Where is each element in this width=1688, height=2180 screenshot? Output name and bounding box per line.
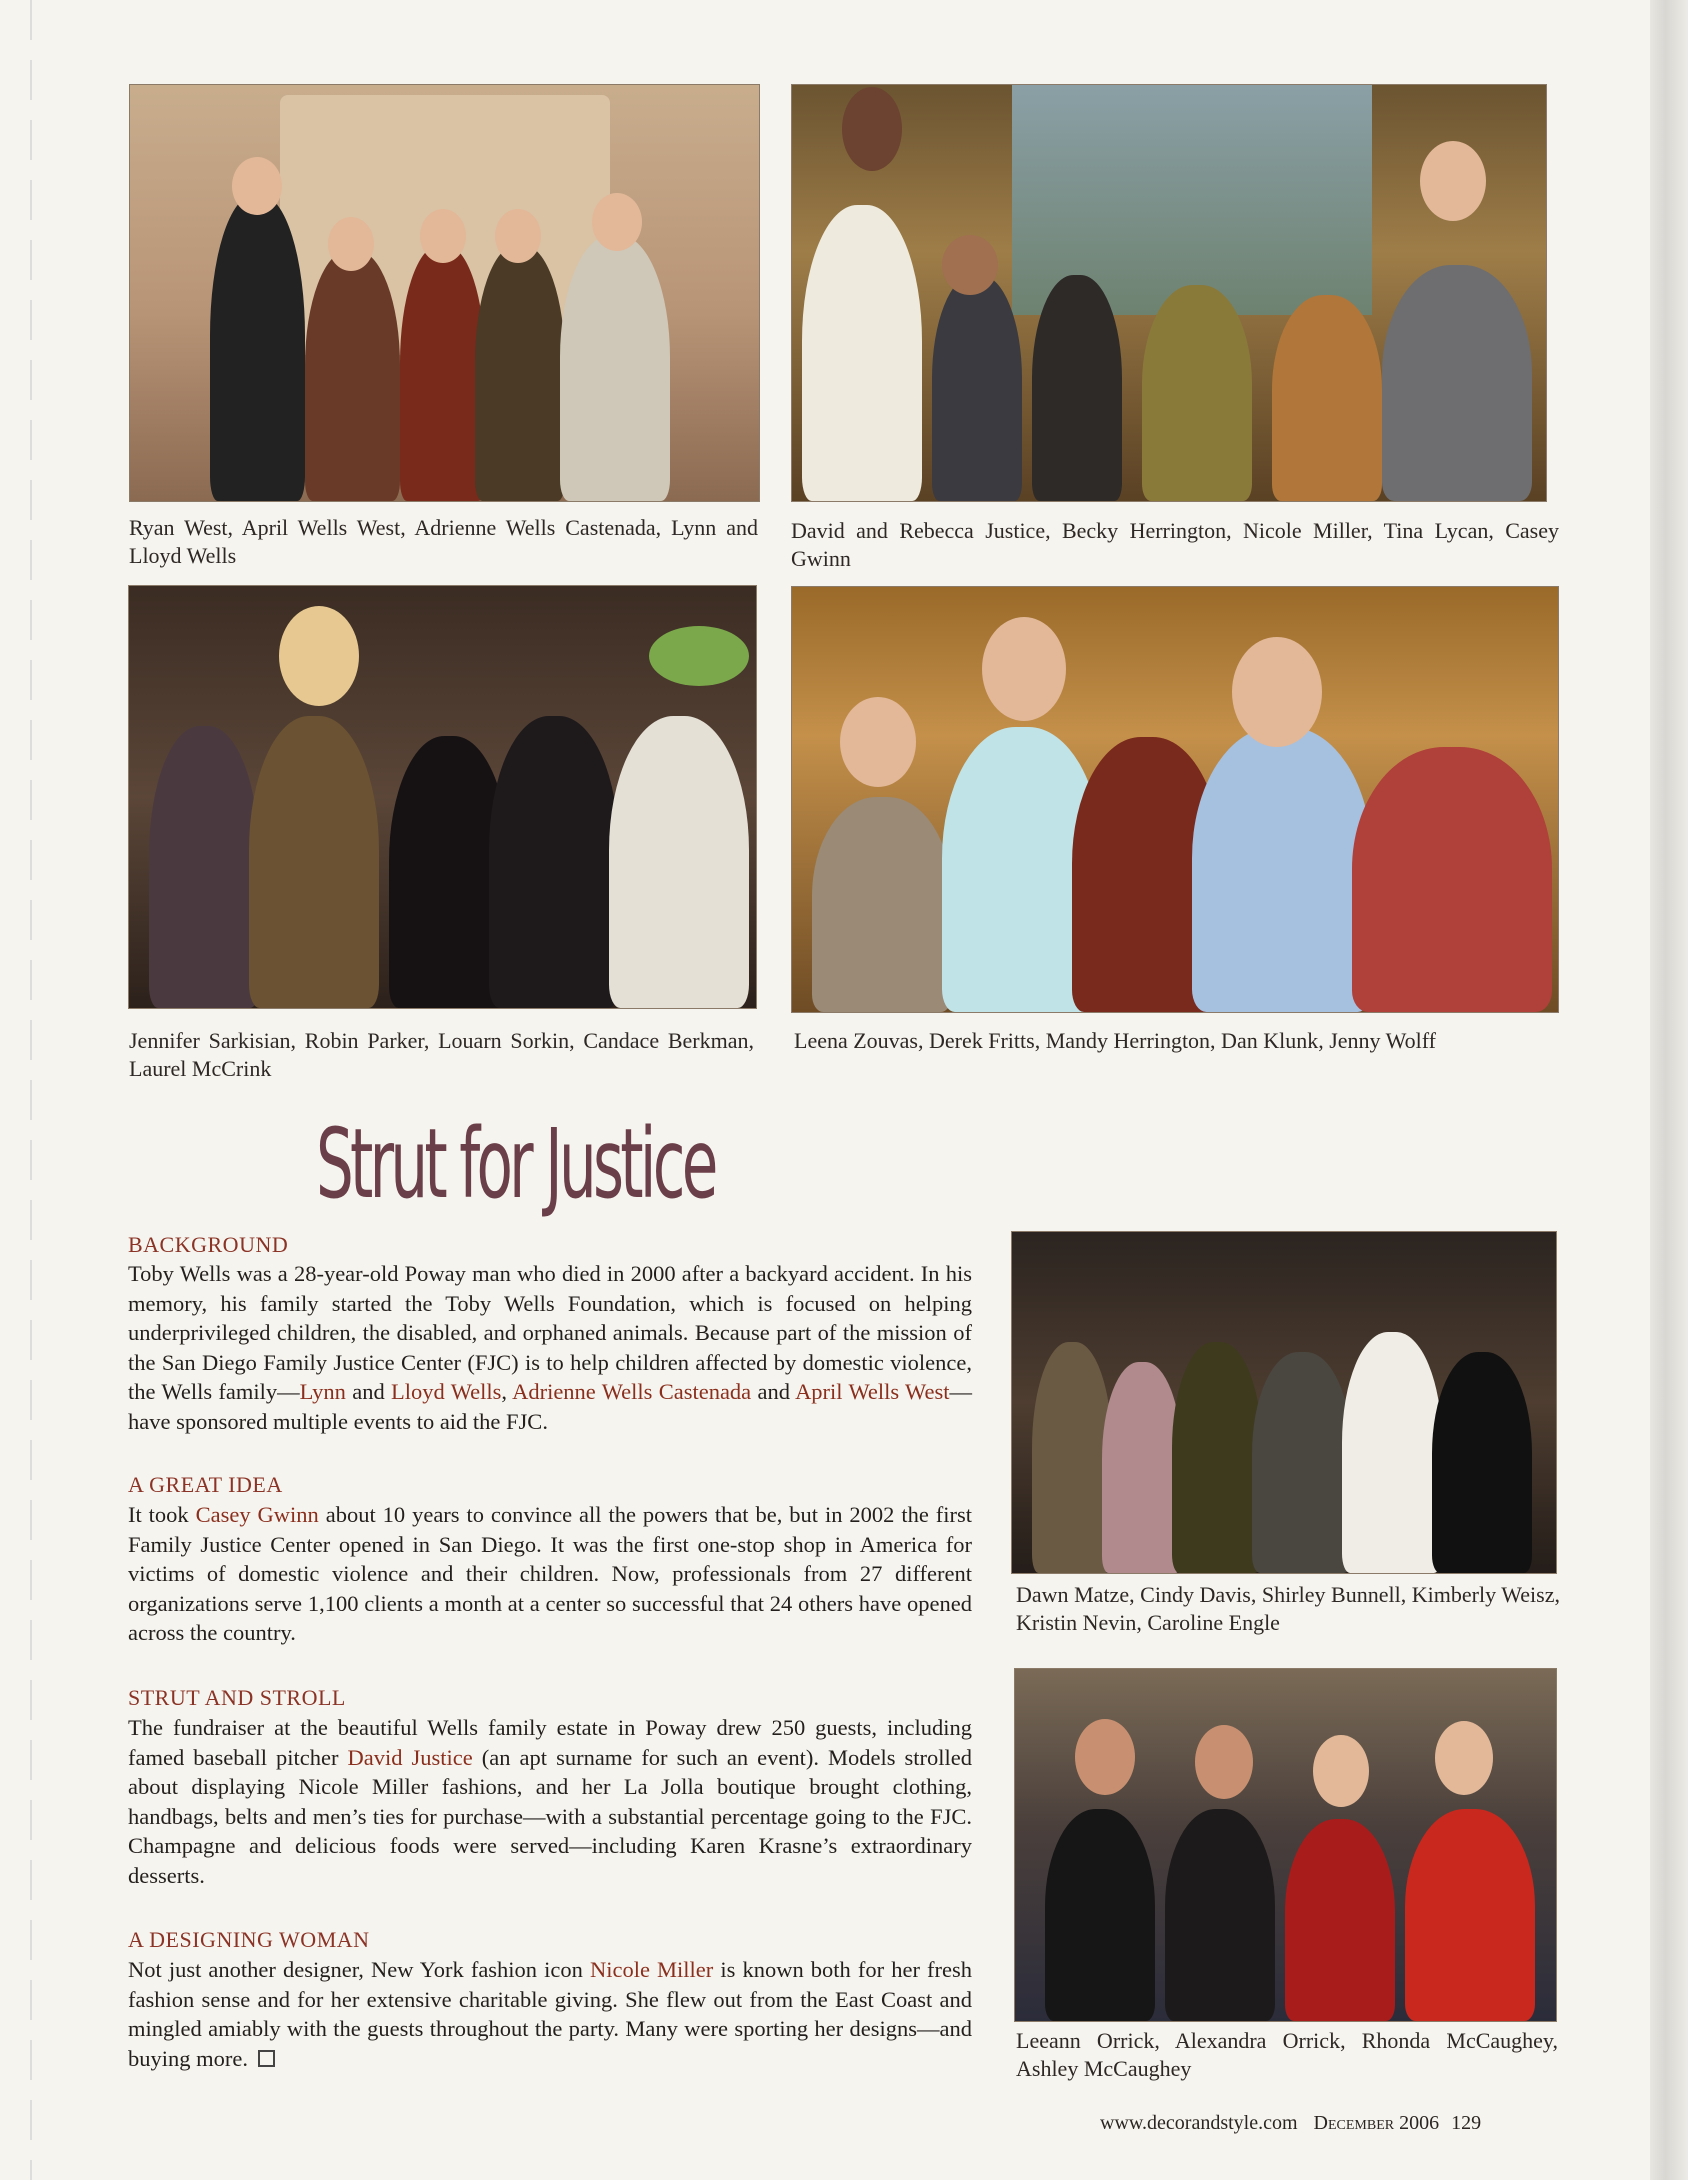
end-of-article-icon	[258, 2050, 275, 2067]
section-heading: STRUT AND STROLL	[128, 1685, 346, 1710]
page-footer	[1100, 2112, 1481, 2135]
issue-date: December 2006	[1313, 2112, 1440, 2134]
section-body: It took Casey Gwinn about 10 years to convince all the powers that be, but in 2002 the first Family Justice Center opened in San Diego. It was the first one-stop shop in America for victims of domestic violence and their children. Now, professionals from 27 different organizations serve 1,100 clients a month at a center so successful that 24 others have opened across the country.	[128, 1502, 972, 1646]
section-heading: A DESIGNING WOMAN	[128, 1927, 370, 1952]
page-spine	[1650, 0, 1688, 2180]
section-heading: A GREAT IDEA	[128, 1472, 283, 1497]
photo-caption: Dawn Matze, Cindy Davis, Shirley Bunnell, Kimberly Weisz, Kristin Nevin, Caroline Engle	[1016, 1582, 1560, 1635]
article-title: Strut for Justice	[316, 1108, 715, 1220]
person-name: Lynn	[299, 1379, 346, 1405]
photo-caption: Leeann Orrick, Alexandra Orrick, Rhonda McCaughey, Ashley McCaughey	[1016, 2028, 1558, 2081]
photo-toast-group	[128, 585, 757, 1009]
photo-caption: Jennifer Sarkisian, Robin Parker, Louarn Sorkin, Candace Berkman, Laurel McCrink	[129, 1028, 754, 1081]
person-name: Lloyd Wells	[391, 1379, 502, 1405]
photo-caption: David and Rebecca Justice, Becky Herrington, Nicole Miller, Tina Lycan, Casey Gwinn	[791, 518, 1559, 571]
photo-justice-group	[791, 84, 1547, 502]
photo-caption: Ryan West, April Wells West, Adrienne Wells Castenada, Lynn and Lloyd Wells	[129, 515, 758, 568]
section-body: Toby Wells was a 28-year-old Poway man who died in 2000 after a backyard accident. In his memory, his family started the Toby Wells Foundation, which is focused on helping underprivileged children, the disabled, and orphaned animals. Because part of the mission of the San Diego Family Justice Center (FJC) is to help children affected by domestic violence, the Wells family—Lynn and Lloyd Wells, Adrienne Wells Castenada and April Wells West—have sponsored multiple events to aid the FJC.	[128, 1261, 972, 1434]
photo-caption: Leena Zouvas, Derek Fritts, Mandy Herrington, Dan Klunk, Jenny Wolff	[794, 1028, 1437, 1053]
person-name: April Wells West	[795, 1379, 950, 1405]
page-number: 129	[1451, 2112, 1482, 2134]
person-name: Casey Gwinn	[195, 1502, 319, 1527]
section-body: Not just another designer, New York fashion icon Nicole Miller is known both for her fresh fashion sense and for her extensive charitable giving. She flew out from the East Coast and mingled amiably with the guests throughout the party. Many were sporting her designs—and buying more.	[128, 1957, 973, 2071]
section-body: The fundraiser at the beautiful Wells family estate in Poway drew 250 guests, including famed baseball pitcher David Justice (an apt surname for such an event). Models strolled about displaying Nicole Miller fashions, and her La Jolla boutique brought clothing, handbags, belts and men’s ties for purchase—with a substantial percentage going to the FJC. Champagne and delicious foods were served—including Karen Krasne’s extraordinary desserts.	[128, 1715, 973, 1888]
photo-young-group	[791, 586, 1559, 1013]
section-heading: BACKGROUND	[128, 1232, 289, 1257]
photo-women-group	[1011, 1231, 1557, 1574]
person-name: Adrienne Wells Castenada	[512, 1379, 752, 1405]
photo-seated-group	[1014, 1668, 1557, 2022]
website-url: www.decorandstyle.com	[1100, 2112, 1298, 2134]
page-binding-edge	[30, 0, 32, 2180]
person-name: David Justice	[347, 1744, 473, 1770]
person-name: Nicole Miller	[589, 1957, 714, 1982]
photo-wells-family	[129, 84, 760, 502]
